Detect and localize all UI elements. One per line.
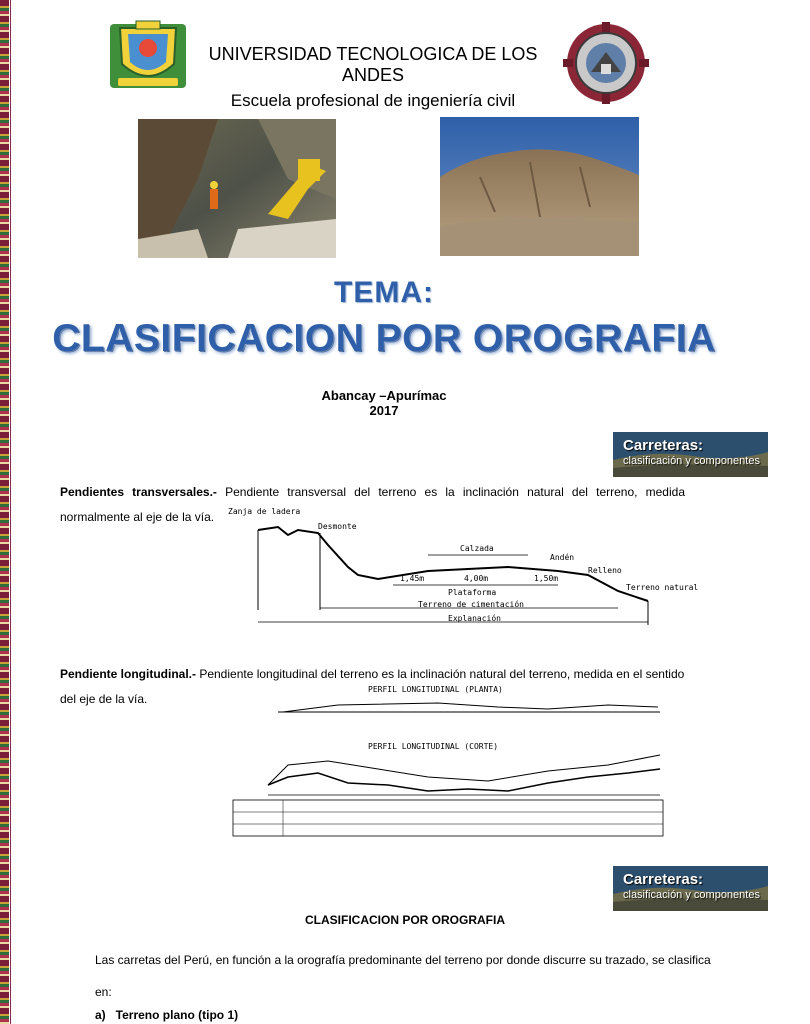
banner-subtitle: clasificación y componentes [623, 889, 760, 901]
city-label: Abancay –Apurímac [321, 388, 447, 403]
decorative-border [0, 0, 9, 1024]
engineering-logo [563, 22, 649, 104]
banner-title: Carreteras: [623, 437, 704, 454]
label-explanacion: Explanación [448, 614, 501, 623]
label-dim2: 4,00m [464, 574, 489, 583]
place-and-year [0, 388, 768, 418]
carreteras-banner [613, 432, 768, 477]
cross-section-diagram [228, 505, 699, 630]
classification-paragraph: Las carretas del Perú, en función a la orografía predominante del terreno por donde discurre su trazado, se clasifica en: [95, 953, 711, 999]
label-dim3: 1,50m [534, 574, 559, 583]
excavation-photo [138, 119, 336, 258]
university-name: UNIVERSIDAD TECNOLOGICA DE LOS ANDES [208, 44, 538, 85]
hill-photo [440, 117, 639, 256]
label-corte: PERFIL LONGITUDINAL (CORTE) [368, 742, 499, 751]
label-cimentacion: Terreno de cimentación [418, 600, 524, 609]
section-title: CLASIFICACION POR OROGRAFIA [305, 913, 505, 927]
label-relleno: Relleno [588, 566, 622, 575]
label-planta: PERFIL LONGITUDINAL (PLANTA) [368, 685, 503, 694]
label-dim1: 1,45m [400, 574, 425, 583]
banner-subtitle: clasificación y componentes [623, 455, 760, 467]
label-desmonte: Desmonte [318, 522, 357, 531]
school-name: Escuela profesional de ingeniería civil [230, 91, 516, 110]
carreteras-banner-2 [613, 866, 768, 911]
label-terreno: Terreno natural [626, 583, 699, 592]
terrain-type-1-item: a) Terreno plano (tipo 1) [95, 1008, 239, 1022]
label-anden: Andén [550, 553, 575, 562]
longitudinal-profile-diagram [228, 685, 668, 840]
banner-title: Carreteras: [623, 871, 704, 888]
longitudinal-slope-text: Pendiente longitudinal del terreno es la inclinación natural del terreno, medida en el sentido del eje de la vía. [60, 667, 685, 706]
transverse-slope-term: Pendientes transversales.- [60, 485, 217, 499]
civil-engineering-gear-icon [563, 22, 649, 104]
border-line [10, 0, 11, 1024]
year-label: 2017 [369, 403, 399, 418]
label-plataforma: Plataforma [448, 588, 497, 597]
label-zanja: Zanja de ladera [228, 507, 301, 516]
cover-title: CLASIFICACION POR OROGRAFIA [52, 317, 716, 360]
longitudinal-slope-term: Pendiente longitudinal.- [60, 667, 196, 681]
label-calzada: Calzada [460, 544, 494, 553]
university-shield-icon [108, 18, 188, 94]
university-logo [108, 18, 188, 94]
tema-label: TEMA: [334, 276, 434, 309]
transverse-slope-text: Pendiente transversal del terreno es la inclinación natural del terreno, medida normalmente al eje de la vía. [60, 485, 685, 524]
